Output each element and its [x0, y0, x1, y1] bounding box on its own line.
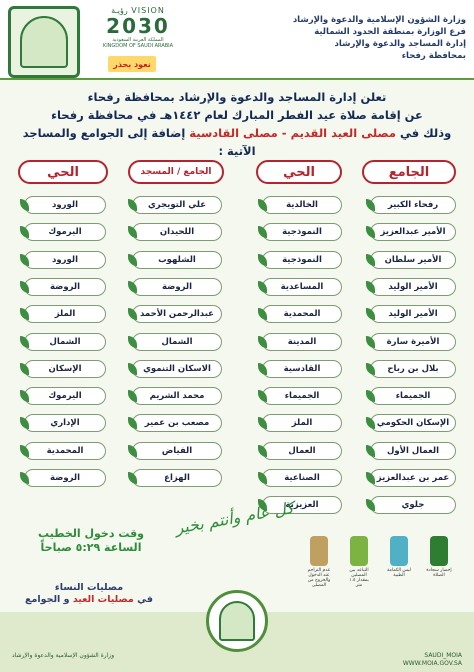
- women-line-2-c: و الجوامع: [25, 594, 70, 605]
- footer-ministry: وزارة الشؤون الإسلامية والدعوة والإرشاد: [12, 652, 115, 659]
- ministry-name: [246, 14, 466, 62]
- vision-word: VISION: [131, 6, 165, 15]
- line3-suffix: إضافة إلى الجوامع والمساجد الآتية :: [22, 126, 256, 158]
- list-item: عبدالرحمن الأحمد: [132, 305, 222, 323]
- announcement-line-3: [14, 124, 460, 160]
- vision-2030-logo: [88, 6, 188, 49]
- precautions-icons: [302, 536, 452, 606]
- column-header-district: الحي: [256, 160, 342, 184]
- footer-website: WWW.MOIA.GOV.SA: [402, 660, 462, 667]
- list-item: الشلهوب: [132, 251, 222, 269]
- column-header-district-2: الحي: [18, 160, 108, 184]
- list-item: المحمدية: [262, 305, 342, 323]
- icon-label: عدم التزاحم عند الدخول والخروج من المصلى: [307, 568, 331, 588]
- icon-label: إحضار سجادة الصلاة: [426, 568, 452, 578]
- list-item: النموذجية: [262, 223, 342, 241]
- women-prayer-note: [22, 582, 156, 606]
- list-item: الورود: [24, 251, 106, 269]
- footer-handle: SAUDI_MOIA: [424, 652, 462, 659]
- list-item: الملز: [24, 305, 106, 323]
- list-item: الروضة: [24, 278, 106, 296]
- list-item: الروضة: [24, 469, 106, 487]
- list-item: الأمير عبدالعزيز: [370, 223, 456, 241]
- list-item: الروضة: [132, 278, 222, 296]
- list-item: الأمير الوليد: [370, 305, 456, 323]
- ministry-line: بمحافظة رفحاء: [401, 51, 466, 61]
- vision-kingdom-ar: المملكة العربية السعودية: [112, 37, 164, 43]
- list-item: اليرموك: [24, 387, 106, 405]
- eid-greeting-calligraphy: كل عام وأنتم بخير: [173, 498, 296, 538]
- header: [0, 0, 474, 80]
- list-item: العمال: [262, 442, 342, 460]
- announcement-line-2: عن إقامة صلاة عيد الفطر المبارك لعام ١٤٤٢هـ في محافظة رفحاء: [51, 108, 423, 122]
- list-item: اليرموك: [24, 223, 106, 241]
- list-item: مصعب بن عمير: [132, 414, 222, 432]
- eid-prayer-grounds: مصلى العيد القديم - مصلى القادسية: [189, 126, 396, 140]
- naoud-bihathar-tag: نعود بحذر: [108, 56, 156, 72]
- list-item: الصناعية: [262, 469, 342, 487]
- footer-logo: [206, 590, 268, 652]
- distance-icon: [346, 536, 372, 606]
- vision-kingdom-en: KINGDOM OF SAUDI ARABIA: [102, 43, 174, 49]
- list-item: الإسكان الحكومي: [370, 414, 456, 432]
- mask-icon: [386, 536, 412, 606]
- list-item: الاسكان التنموي: [132, 360, 222, 378]
- line3-prefix: وذلك في: [400, 126, 452, 140]
- list-item: الجميماء: [370, 387, 456, 405]
- list-item: المدينة: [262, 333, 342, 351]
- ministry-logo: [8, 6, 80, 78]
- list-item: الأميرة سارة: [370, 333, 456, 351]
- list-item: الإداري: [24, 414, 106, 432]
- vision-arabic-word: رؤيـة: [111, 6, 128, 15]
- list-item: الجميماء: [262, 387, 342, 405]
- no-handshake-icon: [306, 536, 332, 606]
- list-item: اللحيدان: [132, 223, 222, 241]
- khutba-time: [18, 527, 164, 555]
- list-item: الهزاع: [132, 469, 222, 487]
- vision-year: 2030: [106, 14, 170, 38]
- list-item: العمال الأول: [370, 442, 456, 460]
- prayer-mat-icon: [426, 536, 452, 606]
- list-item: الخالدية: [262, 196, 342, 214]
- list-item: بلال بن رباح: [370, 360, 456, 378]
- list-item: الأمير سلطان: [370, 251, 456, 269]
- icon-label: لبس الكمامة الطبية: [387, 568, 411, 578]
- khutba-title: وقت دخول الخطيب: [37, 527, 145, 540]
- list-item: الورود: [24, 196, 106, 214]
- list-item: المحمدية: [24, 442, 106, 460]
- list-item: الأمير الوليد: [370, 278, 456, 296]
- women-line-2-b: مصليات العيد: [72, 594, 134, 605]
- ministry-line: وزارة الشؤون الإسلامية والدعوة والإرشاد: [292, 15, 466, 25]
- list-item: النموذجية: [262, 251, 342, 269]
- list-item: عمر بن عبدالعزيز: [370, 469, 456, 487]
- ministry-line: فرع الوزارة بمنطقة الحدود الشمالية: [314, 27, 466, 37]
- women-line-2-a: في: [137, 594, 153, 605]
- announcement-line-1: تعلن إدارة المساجد والدعوة والإرشاد بمحافظة رفحاء: [87, 90, 387, 104]
- list-item: رفحاء الكبير: [370, 196, 456, 214]
- list-item: الملز: [262, 414, 342, 432]
- list-item: القادسية: [262, 360, 342, 378]
- ministry-line: إدارة المساجد والدعوة والإرشاد: [334, 39, 466, 49]
- list-item: محمد الشريم: [132, 387, 222, 405]
- column-header-mosque: الجامع: [362, 160, 456, 184]
- list-item: جلوي: [370, 496, 456, 514]
- list-item: المساعدية: [262, 278, 342, 296]
- list-item: الشمال: [132, 333, 222, 351]
- list-item: الفياض: [132, 442, 222, 460]
- list-item: العزيزية: [262, 496, 342, 514]
- khutba-time-value: الساعة ٥:٢٩ صباحاً: [40, 541, 142, 554]
- column-header-mosque-2: الجامع / المسجد: [128, 160, 224, 184]
- list-item: علي التويجري: [132, 196, 222, 214]
- list-item: الشمال: [24, 333, 106, 351]
- list-item: الإسكان: [24, 360, 106, 378]
- announcement: [14, 88, 460, 160]
- icon-label: التباعد بين المصلين بمقدار ١.٥ متر: [349, 568, 369, 588]
- women-line-1: مصليات النساء: [54, 582, 124, 593]
